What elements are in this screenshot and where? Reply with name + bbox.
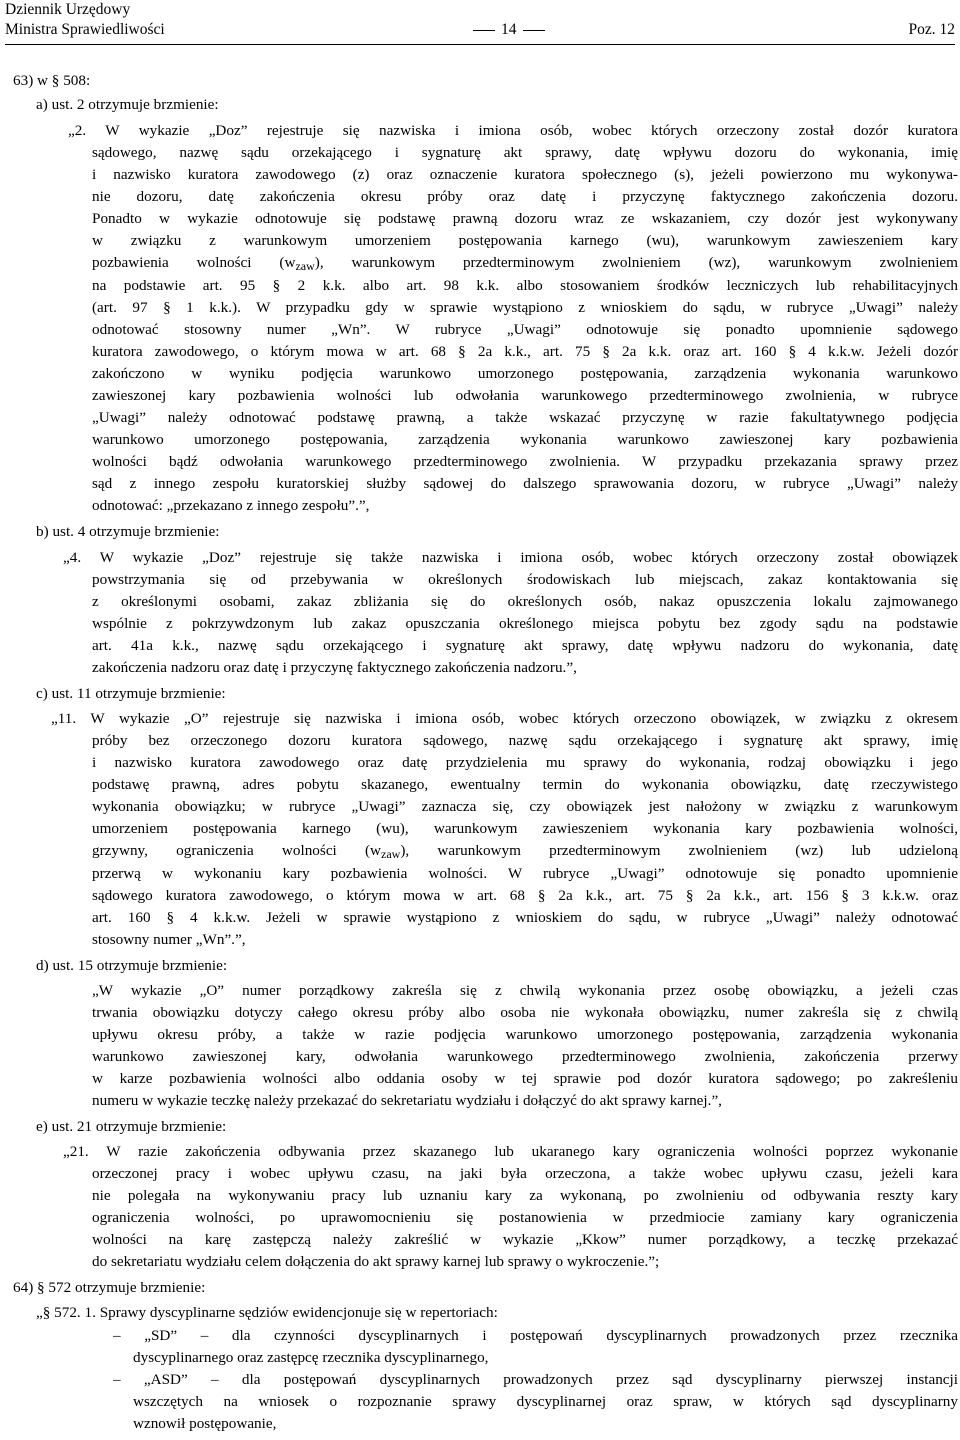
text-line: upływu okresu próby, a także w razie podjęcia warunkowo umorzonego postępowania, zarządzenia wykonania xyxy=(92,1026,958,1043)
text-line: wykonania obowiązku; w rubryce „Uwagi” zaznacza się, czy obowiązek jest nałożony w związku z warunkowym xyxy=(92,798,958,815)
text-line: trwania obowiązku dotyczy całego okresu próby albo osoba nie wykonała obowiązku, numer zakreśla się z chwilą xyxy=(92,1004,958,1021)
text-line: sąd z innego zespołu kuratorskiej służby sądowej do dalszego sprawowania dozoru, w rubryce „Uwagi” należy xyxy=(92,475,958,492)
journal-title: Dziennik Urzędowy xyxy=(5,1,131,18)
text-line: w związku z warunkowym umorzeniem postępowania karnego (wu), warunkowym zawieszeniem kary xyxy=(92,232,958,249)
text-line: „11. W wykazie „O” rejestruje się nazwiska i imiona osób, wobec których orzeczono obowiązek, w związku z okresem xyxy=(51,710,958,727)
text-line: e) ust. 21 otrzymuje brzmienie: xyxy=(36,1118,227,1135)
text-line: ograniczenia wolności, po uprawomocnieniu się postanowienia w przedmiocie zamiany kary ograniczenia xyxy=(92,1209,958,1226)
text-line: na podstawie art. 95 § 2 k.k. albo art. 98 k.k. albo stosowaniem środków leczniczych lub rehabilitacyjnych xyxy=(92,277,958,294)
text-line: podstawę prawną, adres pobytu skazanego, ewentualny termin do wykonania obowiązku, datę rzeczywistego xyxy=(92,776,958,793)
text-line: – „ASD” – dla postępowań dyscyplinarnych prowadzonych przez sąd dyscyplinarny pierwszej instancji xyxy=(113,1371,958,1388)
text-line: warunkowo zawieszonej kary, odwołania warunkowego przedterminowego zwolnienia, zakończenia przerwy xyxy=(92,1048,958,1065)
text-line: wolności na karę zastępczą należy zakreślić w wykazie „Kkow” numer porządkowy, a teczkę przekazać xyxy=(92,1231,958,1248)
text-line: warunkowo umorzonego postępowania, zarządzenia wykonania warunkowo zawieszonej kary pozbawienia xyxy=(92,431,958,448)
subscript: zaw xyxy=(295,259,315,272)
text-line: odnotować: „przekazano z innego zespołu”.”, xyxy=(92,497,370,514)
header-rule xyxy=(5,44,955,45)
text-line: numeru w wykazie teczkę należy przekazać do sekretariatu wydziału i dołączyć do akt sprawy karnej.”, xyxy=(92,1092,722,1109)
text-line: w karze pozbawienia wolności albo oddania osoby w tej sprawie pod dozór kuratora sądowego; po zakreśleniu xyxy=(92,1070,958,1087)
text-line: Ponadto w wykazie odnotowuje się podstawę prawną dozoru wraz ze wskazaniem, czy dozór jest wykonywany xyxy=(92,210,958,227)
text-line: 63) w § 508: xyxy=(13,72,91,89)
text-line: pozbawienia wolności $(w_{zaw})$, warunkowym przedterminowym zwolnieniem (wz), warunkowym zwolnieniem xyxy=(92,254,958,272)
text-line: sądowego kuratora zawodowego, o którym mowa w art. 68 § 2a k.k., art. 75 § 2a k.k., art. 156 § 3 k.k.w. oraz xyxy=(92,887,958,904)
text-line: – „SD” – dla czynności dyscyplinarnych i postępowań dyscyplinarnych prowadzonych przez rzecznika xyxy=(113,1327,958,1344)
text-line: przerwą w wykonaniu kary pozbawienia wolności. W rubryce „Uwagi” odnotowuje się ponadto upomnienie xyxy=(92,865,958,882)
page-number: 14 xyxy=(467,21,551,39)
text-line: „2. W wykazie „Doz” rejestruje się nazwiska i imiona osób, wobec których orzeczony został dozór kuratora xyxy=(68,122,958,139)
text-line: zawieszonej kary pozbawienia wolności lub odwołania warunkowego przedterminowego zwolnienia, w rubryce xyxy=(92,387,958,404)
text-line: powstrzymania się od przebywania w określonych środowiskach lub miejscach, zakaz kontaktowania się xyxy=(92,571,958,588)
text-line: wszczętych na wniosek o rozpoznanie sprawy dyscyplinarnej oraz spraw, w których sąd dyscyplinarny xyxy=(133,1393,958,1410)
subscript: zaw xyxy=(381,847,401,860)
text-line: art. 160 § 4 k.k.w. Jeżeli w sprawie wystąpiono z wnioskiem do sądu, w rubryce „Uwagi” należy odnotować xyxy=(92,909,958,926)
text-line: wspólnie z pokrzywdzonym lub zakaz opuszczania określonego miejsca pobytu bez zgody sądu na podstawie xyxy=(92,615,958,632)
text-line: d) ust. 15 otrzymuje brzmienie: xyxy=(36,957,228,974)
text-line: odnotować stosowny numer „Wn”. W rubryce „Uwagi” odnotowuje się ponadto upomnienie sądowego xyxy=(92,321,958,338)
text-line: nie polegała na wykonywaniu pracy lub uznaniu kary za wykonaną, po zwolnieniu od odbywania reszty kary xyxy=(92,1187,958,1204)
text-line: do sekretariatu wydziału celem dołączenia do akt sprawy karnej lub sprawy o wykroczenie.”; xyxy=(92,1253,660,1270)
text-line: z określonymi osobami, zakaz zbliżania się do określonych osób, nakaz opuszczenia lokalu zajmowanego xyxy=(92,593,958,610)
text-line: „Uwagi” należy odnotować podstawę prawną, a także wskazać przyczynę w razie fakultatywnego podjęcia xyxy=(92,409,958,426)
ministry-name: Ministra Sprawiedliwości xyxy=(5,21,165,38)
text-line: c) ust. 11 otrzymuje brzmienie: xyxy=(36,685,226,702)
text-line: wolności bądź odwołania warunkowego przedterminowego zwolnienia. W przypadku przekazania sprawy przez xyxy=(92,453,958,470)
text-line: dyscyplinarnego oraz zastępcę rzecznika dyscyplinarnego, xyxy=(133,1349,489,1366)
text-line: i nazwisko kuratora zawodowego (z) oraz oznaczenie kuratora społecznego (s), jeżeli powierzono mu wykonywa- xyxy=(92,166,958,183)
text-line: „§ 572. 1. Sprawy dyscyplinarne sędziów ewidencjonuje się w repertoriach: xyxy=(36,1304,498,1321)
text-line: „21. W razie zakończenia odbywania przez skazanego lub ukaranego kary ograniczenia wolności poprzez wykonanie xyxy=(63,1143,958,1160)
text-line: 64) § 572 otrzymuje brzmienie: xyxy=(13,1279,206,1296)
text-line: orzeczonej pracy i wobec upływu czasu, na jaki była orzeczona, a także wobec upływu czasu, jeżeli kara xyxy=(92,1165,958,1182)
text-line: sądowego, nazwę sądu orzekającego i sygnaturę akt sprawy, datę wpływu dozoru do wykonania, imię xyxy=(92,144,958,161)
text-line: (art. 97 § 1 k.k.). W przypadku gdy w sprawie wystąpiono z wnioskiem do sądu, w rubryce „Uwagi” należy xyxy=(92,299,958,316)
text-line: zakończenia nadzoru oraz datę i przyczynę faktycznego zakończenia nadzoru.”, xyxy=(92,659,577,676)
text-line: próby bez orzeczonego dozoru kuratora sądowego, nazwę sądu orzekającego i sygnaturę akt sprawy, imię xyxy=(92,732,958,749)
document-header xyxy=(5,0,955,46)
text-line: stosowny numer „Wn”.”, xyxy=(92,931,246,948)
text-line: b) ust. 4 otrzymuje brzmienie: xyxy=(36,523,220,540)
text-line: art. 41a k.k., nazwę sądu orzekającego i sygnaturę akt sprawy, datę wpływu nadzoru do wykonania, datę xyxy=(92,637,958,654)
text-line: „4. W wykazie „Doz” rejestruje się także nazwiska i imiona osób, wobec których orzeczony został obowiązek xyxy=(63,549,958,566)
position-number: Poz. 12 xyxy=(908,21,955,38)
text-line: i nazwisko kuratora zawodowego oraz datę przydzielenia mu sprawy do wykonania, rodzaj obowiązku i jego xyxy=(92,754,958,771)
text-line: umorzeniem postępowania karnego (wu), warunkowym zawieszeniem wykonania kary pozbawienia wolności, xyxy=(92,820,958,837)
text-line: zakończono w wyniku podjęcia warunkowo umorzonego postępowania, zarządzenia wykonania warunkowo xyxy=(92,365,958,382)
text-line: wznowił postępowanie, xyxy=(133,1415,277,1432)
text-line: „W wykazie „O” numer porządkowy zakreśla się z chwilą wykonania przez osobę obowiązku, a jeżeli czas xyxy=(92,982,958,999)
text-line: a) ust. 2 otrzymuje brzmienie: xyxy=(36,96,219,113)
text-line: kuratora zawodowego, o którym mowa w art. 68 § 2a k.k., art. 75 § 2a k.k. oraz art. 160 § 4 k.k.w. Jeżeli dozór xyxy=(92,343,958,360)
text-line: grzywny, ograniczenia wolności $(w_{zaw})$, warunkowym przedterminowym zwolnieniem (wz) lub udzieloną xyxy=(92,842,958,860)
text-line: nie dozoru, datę zakończenia okresu próby oraz datę i przyczynę faktycznego zakończenia dozoru. xyxy=(92,188,958,205)
